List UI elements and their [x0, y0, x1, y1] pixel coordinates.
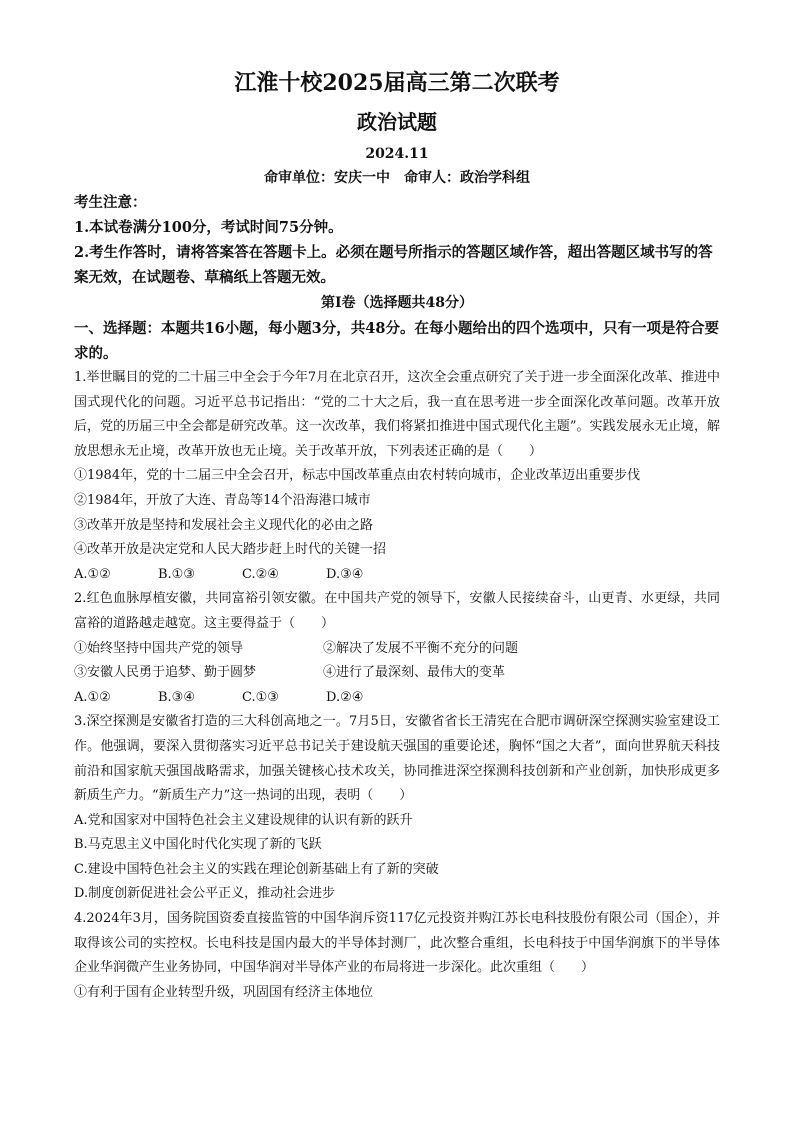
question-statement: ①有利于国有企业转型升级，巩固国有经济主体地位 [74, 984, 374, 1000]
section-title: 第Ⅰ卷（选择题共48分） [320, 295, 474, 311]
question-3 [74, 710, 720, 907]
answer-option: C.建设中国特色社会主义的实践在理论创新基础上有了新的突破 [74, 861, 439, 877]
notice-block [74, 190, 720, 290]
answer-options [74, 563, 720, 588]
exam-title: 江淮十校2025届高三第二次联考 [234, 70, 560, 96]
answer-option: D.③④ [326, 566, 364, 582]
exam-subject: 政治试题 [357, 110, 437, 134]
answer-option: B.马克思主义中国化时代化实现了新的飞跃 [74, 837, 322, 853]
question-statements [74, 637, 720, 686]
answer-option: B.①③ [158, 566, 195, 582]
answer-option: A.①② [74, 689, 111, 705]
question-statement: ①始终坚持中国共产党的领导 [74, 640, 244, 656]
question-statement: ②解决了发展不平衡不充分的问题 [323, 640, 519, 656]
notice-heading: 考生注意： [74, 194, 147, 211]
question-statement: ③改革开放是坚持和发展社会主义现代化的必由之路 [74, 517, 374, 533]
question-2 [74, 587, 720, 710]
question-1 [74, 366, 720, 587]
question-stem: 3.深空探测是安徽省打造的三大科创高地之一。7月5日，安徽省省长王清宪在合肥市调研深空探测实验室建设工作。他强调，要深入贯彻落实习近平总书记关于建设航天强国的重要论述，胸怀“国之大者”，面向世界航天科技前沿和国家航天强国战略需求，加强关键核心技术攻关，协同推进深空探测科技创新和产业创新，加快形成更多新质生产力。“新质生产力”这一热词的出现，表明（ ） [74, 714, 720, 804]
answer-options [74, 686, 720, 711]
question-stem: 4.2024年3月，国务院国资委直接监管的中国华润斥资117亿元投资并购江苏长电科技股份有限公司（国企），并取得该公司的实控权。长电科技是国内最大的半导体封测厂，此次整合重组，长电科技于中国华润旗下的半导体企业华润微产生业务协同，中国华润对半导体产业的布局将进一步深化。此次重组（ ） [74, 911, 720, 976]
answer-option: B.③④ [158, 689, 195, 705]
question-stem: 2.红色血脉厚植安徽，共同富裕引领安徽。在中国共产党的领导下，安徽人民接续奋斗，山更青、水更绿，共同富裕的道路越走越宽。这主要得益于（ ） [74, 591, 720, 631]
answer-option: D.②④ [326, 689, 364, 705]
answer-option: D.制度创新促进社会公平正义，推动社会进步 [74, 886, 336, 902]
exam-date: 2024.11 [365, 146, 429, 162]
question-statement: ④进行了最深刻、最伟大的变革 [323, 665, 506, 681]
notice-item: 2.考生作答时，请将答案答在答题卡上。必须在题号所指示的答题区域作答，超出答题区域书写的答案无效，在试题卷、草稿纸上答题无效。 [74, 244, 713, 286]
question-stem: 1.举世瞩目的党的二十届三中全会于今年7月在北京召开，这次全会重点研究了关于进一步全面深化改革、推进中国式现代化的问题。习近平总书记指出：“党的二十大之后，我一直在思考进一步全面深化改革问题。改革开放后，党的历届三中全会都是研究改革。这一次改革，我们将紧扣推进中国式现代化主题”。实践发展永无止境，解放思想永无止境，改革开放也无止境。关于改革开放，下列表述正确的是（ ） [74, 370, 720, 459]
exam-author: 命审单位：安庆一中 命审人：政治学科组 [264, 170, 530, 186]
answer-option: C.①③ [242, 689, 279, 705]
answer-option: A.①② [74, 566, 111, 582]
question-statement: ④改革开放是决定党和人民大踏步赶上时代的关键一招 [74, 542, 387, 558]
section-instruction: 一、选择题：本题共16小题，每小题3分，共48分。在每小题给出的四个选项中，只有一项是符合要求的。 [74, 320, 719, 362]
answer-option: A.党和国家对中国特色社会主义建设规律的认识有新的跃升 [74, 812, 413, 828]
question-statement: ①1984年，党的十二届三中全会召开，标志中国改革重点由农村转向城市，企业改革迈出重要步伐 [74, 468, 641, 484]
notice-item: 1.本试卷满分100分，考试时间75分钟。 [74, 219, 343, 236]
question-statement: ②1984年，开放了大连、青岛等14个沿海港口城市 [74, 492, 371, 508]
question-4 [74, 907, 720, 1005]
question-statement: ③安徽人民勇于追梦、勤于圆梦 [74, 665, 257, 681]
answer-option: C.②④ [242, 566, 279, 582]
